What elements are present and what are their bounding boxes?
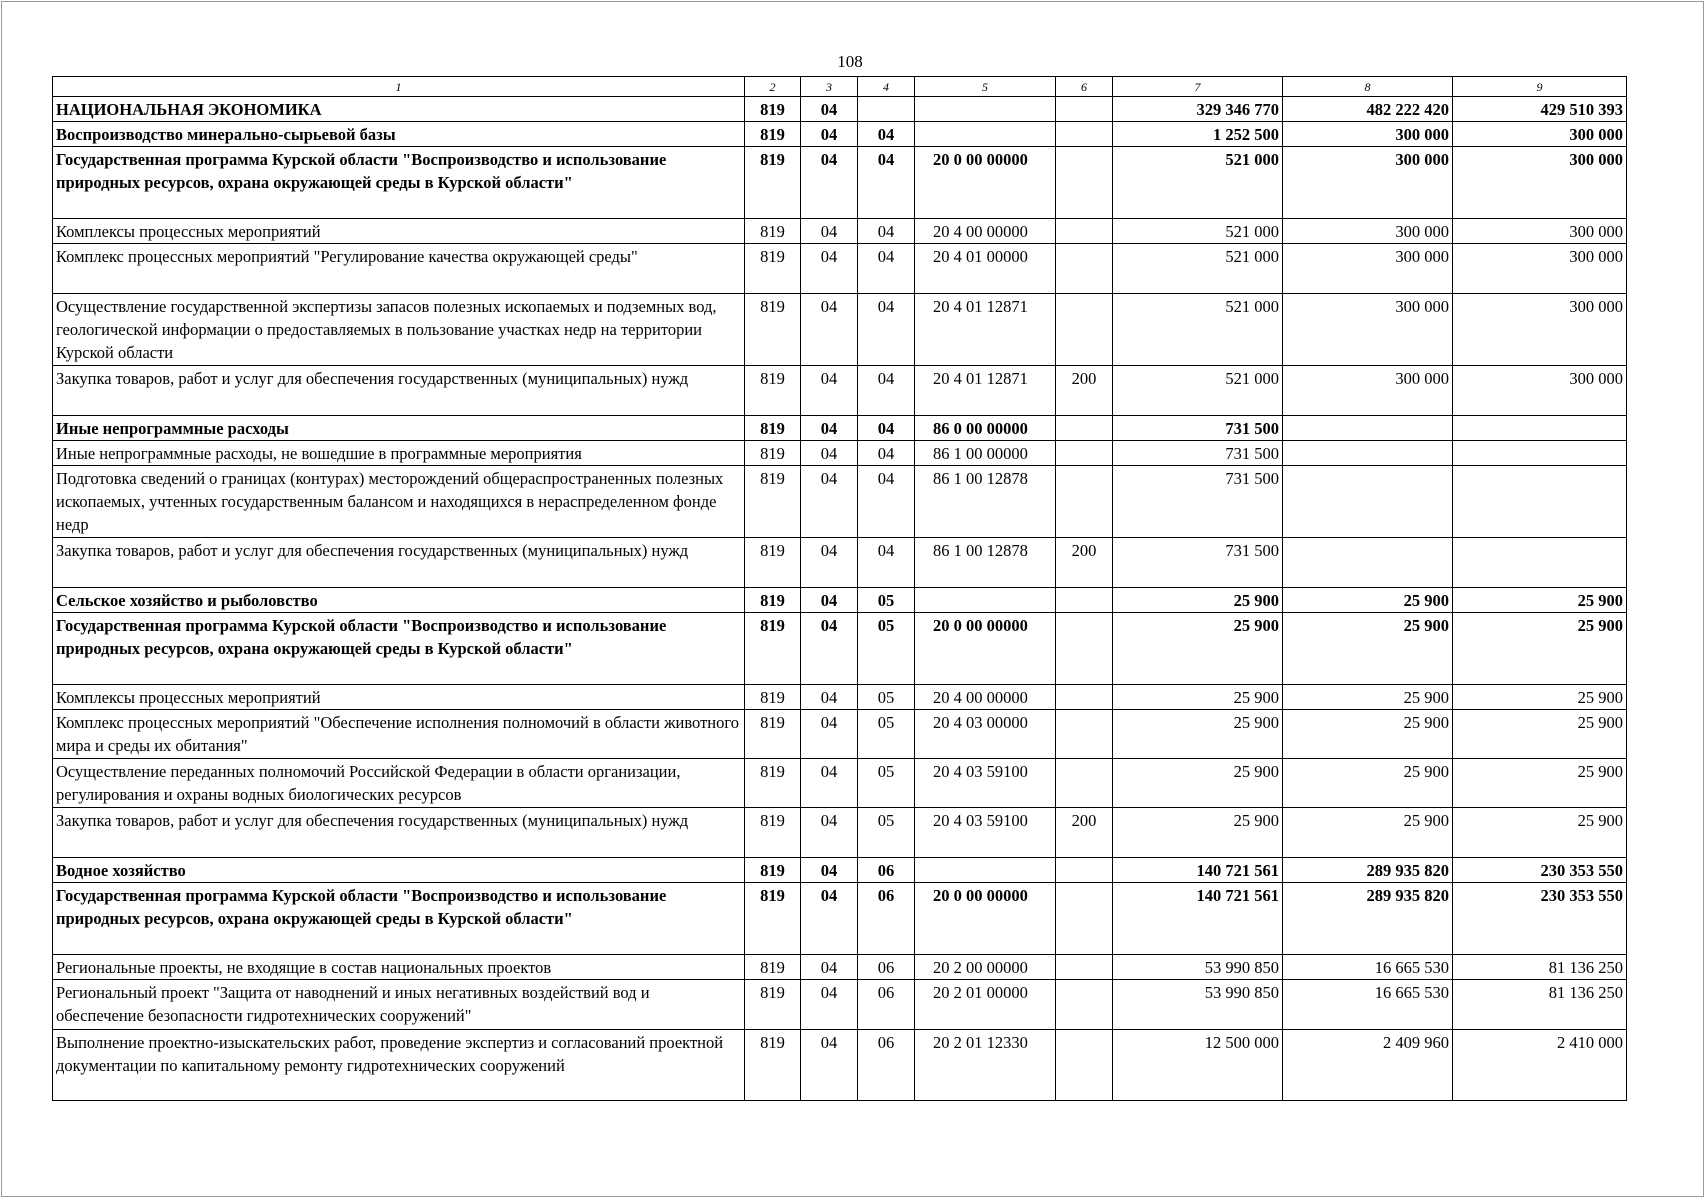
amount-col9-cell: 25 900 — [1453, 759, 1627, 808]
grbs-code-cell: 819 — [745, 1030, 801, 1101]
amount-col7-cell: 329 346 770 — [1113, 97, 1283, 122]
expense-type-cell: 200 — [1056, 808, 1113, 858]
target-article-cell: 20 4 00 00000 — [915, 219, 1056, 244]
section-code-cell: 04 — [801, 588, 858, 613]
amount-col8-cell: 25 900 — [1283, 710, 1453, 759]
amount-col7-cell: 731 500 — [1113, 441, 1283, 466]
grbs-code-cell: 819 — [745, 613, 801, 685]
grbs-code-cell: 819 — [745, 759, 801, 808]
row-name-cell: Иные непрограммные расходы — [53, 416, 745, 441]
row-name-cell: Комплекс процессных мероприятий "Обеспечение исполнения полномочий в области животного мира и среды их обитания" — [53, 710, 745, 759]
target-article-cell: 20 4 03 59100 — [915, 808, 1056, 858]
table-row — [53, 366, 1627, 416]
target-article-cell: 20 4 00 00000 — [915, 685, 1056, 710]
amount-col8-cell: 2 409 960 — [1283, 1030, 1453, 1101]
subsection-code-cell: 06 — [858, 980, 915, 1030]
grbs-code-cell: 819 — [745, 883, 801, 955]
amount-col9-cell: 300 000 — [1453, 122, 1627, 147]
column-header: 8 — [1283, 77, 1453, 97]
amount-col8-cell: 300 000 — [1283, 122, 1453, 147]
expense-type-cell — [1056, 97, 1113, 122]
section-code-cell: 04 — [801, 1030, 858, 1101]
subsection-code-cell: 05 — [858, 759, 915, 808]
amount-col7-cell: 140 721 561 — [1113, 883, 1283, 955]
amount-col9-cell — [1453, 416, 1627, 441]
expense-type-cell — [1056, 416, 1113, 441]
row-name-cell: Сельское хозяйство и рыболовство — [53, 588, 745, 613]
grbs-code-cell: 819 — [745, 808, 801, 858]
amount-col8-cell: 16 665 530 — [1283, 980, 1453, 1030]
expense-type-cell — [1056, 1030, 1113, 1101]
expense-type-cell: 200 — [1056, 366, 1113, 416]
section-code-cell: 04 — [801, 858, 858, 883]
amount-col7-cell: 25 900 — [1113, 710, 1283, 759]
grbs-code-cell: 819 — [745, 538, 801, 588]
page-number: 108 — [837, 52, 863, 71]
amount-col9-cell — [1453, 538, 1627, 588]
amount-col7-cell: 521 000 — [1113, 219, 1283, 244]
subsection-code-cell: 04 — [858, 294, 915, 366]
column-header: 7 — [1113, 77, 1283, 97]
expense-type-cell — [1056, 466, 1113, 538]
amount-col9-cell: 300 000 — [1453, 244, 1627, 294]
amount-col7-cell: 731 500 — [1113, 466, 1283, 538]
row-name-cell: Воспроизводство минерально-сырьевой базы — [53, 122, 745, 147]
table-row — [53, 759, 1627, 808]
section-code-cell: 04 — [801, 538, 858, 588]
section-code-cell: 04 — [801, 416, 858, 441]
grbs-code-cell: 819 — [745, 955, 801, 980]
table-row — [53, 538, 1627, 588]
table-row — [53, 244, 1627, 294]
amount-col7-cell: 12 500 000 — [1113, 1030, 1283, 1101]
amount-col9-cell: 300 000 — [1453, 294, 1627, 366]
section-code-cell: 04 — [801, 980, 858, 1030]
target-article-cell — [915, 122, 1056, 147]
table-row — [53, 858, 1627, 883]
target-article-cell — [915, 588, 1056, 613]
amount-col8-cell: 300 000 — [1283, 294, 1453, 366]
table-row — [53, 219, 1627, 244]
row-name-cell: Иные непрограммные расходы, не вошедшие в программные мероприятия — [53, 441, 745, 466]
row-name-cell: Комплексы процессных мероприятий — [53, 685, 745, 710]
budget-table — [52, 76, 1627, 1101]
expense-type-cell — [1056, 759, 1113, 808]
amount-col9-cell: 25 900 — [1453, 685, 1627, 710]
row-name-cell: Закупка товаров, работ и услуг для обеспечения государственных (муниципальных) нужд — [53, 808, 745, 858]
table-row — [53, 466, 1627, 538]
subsection-code-cell: 05 — [858, 588, 915, 613]
subsection-code-cell: 04 — [858, 538, 915, 588]
section-code-cell: 04 — [801, 466, 858, 538]
grbs-code-cell: 819 — [745, 858, 801, 883]
subsection-code-cell: 04 — [858, 219, 915, 244]
amount-col8-cell — [1283, 416, 1453, 441]
expense-type-cell — [1056, 244, 1113, 294]
row-name-cell: Подготовка сведений о границах (контурах) месторождений общераспространенных полезных ископаемых, учтенных государственным балансом и находящихся в нераспределенном фонде недр — [53, 466, 745, 538]
amount-col7-cell: 521 000 — [1113, 244, 1283, 294]
amount-col8-cell: 25 900 — [1283, 759, 1453, 808]
target-article-cell: 86 1 00 12878 — [915, 466, 1056, 538]
amount-col9-cell: 81 136 250 — [1453, 980, 1627, 1030]
expense-type-cell — [1056, 147, 1113, 219]
section-code-cell: 04 — [801, 808, 858, 858]
subsection-code-cell: 04 — [858, 122, 915, 147]
expense-type-cell — [1056, 588, 1113, 613]
grbs-code-cell: 819 — [745, 219, 801, 244]
target-article-cell: 20 2 00 00000 — [915, 955, 1056, 980]
amount-col8-cell: 16 665 530 — [1283, 955, 1453, 980]
subsection-code-cell: 04 — [858, 244, 915, 294]
section-code-cell: 04 — [801, 122, 858, 147]
table-row — [53, 710, 1627, 759]
expense-type-cell — [1056, 294, 1113, 366]
row-name-cell: Осуществление государственной экспертизы запасов полезных ископаемых и подземных вод, геологической информации о предоставляемых в пользование участках недр на территории Курской области — [53, 294, 745, 366]
amount-col8-cell: 25 900 — [1283, 808, 1453, 858]
target-article-cell: 86 1 00 12878 — [915, 538, 1056, 588]
amount-col7-cell: 731 500 — [1113, 538, 1283, 588]
amount-col7-cell: 521 000 — [1113, 294, 1283, 366]
table-row — [53, 1030, 1627, 1101]
target-article-cell: 20 4 03 00000 — [915, 710, 1056, 759]
amount-col9-cell: 81 136 250 — [1453, 955, 1627, 980]
column-header: 3 — [801, 77, 858, 97]
subsection-code-cell: 06 — [858, 955, 915, 980]
section-code-cell: 04 — [801, 883, 858, 955]
subsection-code-cell: 04 — [858, 366, 915, 416]
amount-col7-cell: 53 990 850 — [1113, 955, 1283, 980]
amount-col7-cell: 521 000 — [1113, 147, 1283, 219]
row-name-cell: Государственная программа Курской области "Воспроизводство и использование природных ресурсов, охрана окружающей среды в Курской области" — [53, 613, 745, 685]
row-name-cell: Комплекс процессных мероприятий "Регулирование качества окружающей среды" — [53, 244, 745, 294]
grbs-code-cell: 819 — [745, 588, 801, 613]
expense-type-cell — [1056, 219, 1113, 244]
subsection-code-cell — [858, 97, 915, 122]
subsection-code-cell: 06 — [858, 1030, 915, 1101]
amount-col7-cell: 25 900 — [1113, 588, 1283, 613]
table-row — [53, 416, 1627, 441]
section-code-cell: 04 — [801, 441, 858, 466]
grbs-code-cell: 819 — [745, 97, 801, 122]
target-article-cell: 86 0 00 00000 — [915, 416, 1056, 441]
amount-col9-cell: 25 900 — [1453, 808, 1627, 858]
target-article-cell: 20 4 03 59100 — [915, 759, 1056, 808]
section-code-cell: 04 — [801, 955, 858, 980]
subsection-code-cell: 04 — [858, 441, 915, 466]
grbs-code-cell: 819 — [745, 416, 801, 441]
target-article-cell: 20 0 00 00000 — [915, 147, 1056, 219]
amount-col9-cell: 300 000 — [1453, 219, 1627, 244]
amount-col8-cell: 482 222 420 — [1283, 97, 1453, 122]
row-name-cell: НАЦИОНАЛЬНАЯ ЭКОНОМИКА — [53, 97, 745, 122]
section-code-cell: 04 — [801, 710, 858, 759]
row-name-cell: Закупка товаров, работ и услуг для обеспечения государственных (муниципальных) нужд — [53, 366, 745, 416]
expense-type-cell — [1056, 955, 1113, 980]
table-row — [53, 147, 1627, 219]
subsection-code-cell: 05 — [858, 685, 915, 710]
amount-col7-cell: 731 500 — [1113, 416, 1283, 441]
row-name-cell: Осуществление переданных полномочий Российской Федерации в области организации, регулирования и охраны водных биологических ресурсов — [53, 759, 745, 808]
amount-col7-cell: 53 990 850 — [1113, 980, 1283, 1030]
expense-type-cell: 200 — [1056, 538, 1113, 588]
amount-col7-cell: 25 900 — [1113, 685, 1283, 710]
section-code-cell: 04 — [801, 244, 858, 294]
amount-col8-cell: 25 900 — [1283, 588, 1453, 613]
expense-type-cell — [1056, 710, 1113, 759]
subsection-code-cell: 06 — [858, 883, 915, 955]
table-row — [53, 97, 1627, 122]
grbs-code-cell: 819 — [745, 244, 801, 294]
table-row — [53, 955, 1627, 980]
expense-type-cell — [1056, 685, 1113, 710]
row-name-cell: Государственная программа Курской области "Воспроизводство и использование природных ресурсов, охрана окружающей среды в Курской области" — [53, 147, 745, 219]
target-article-cell — [915, 858, 1056, 883]
amount-col9-cell: 25 900 — [1453, 710, 1627, 759]
section-code-cell: 04 — [801, 294, 858, 366]
subsection-code-cell: 04 — [858, 147, 915, 219]
section-code-cell: 04 — [801, 613, 858, 685]
target-article-cell: 20 0 00 00000 — [915, 613, 1056, 685]
table-row — [53, 613, 1627, 685]
amount-col8-cell: 300 000 — [1283, 147, 1453, 219]
table-row — [53, 808, 1627, 858]
amount-col9-cell: 2 410 000 — [1453, 1030, 1627, 1101]
amount-col9-cell — [1453, 466, 1627, 538]
table-row — [53, 588, 1627, 613]
section-code-cell: 04 — [801, 366, 858, 416]
row-name-cell: Выполнение проектно-изыскательских работ, проведение экспертиз и согласований проектной документации по капитальному ремонту гидротехнических сооружений — [53, 1030, 745, 1101]
row-name-cell: Региональные проекты, не входящие в состав национальных проектов — [53, 955, 745, 980]
target-article-cell: 20 4 01 12871 — [915, 366, 1056, 416]
expense-type-cell — [1056, 122, 1113, 147]
target-article-cell: 86 1 00 00000 — [915, 441, 1056, 466]
target-article-cell — [915, 97, 1056, 122]
row-name-cell: Закупка товаров, работ и услуг для обеспечения государственных (муниципальных) нужд — [53, 538, 745, 588]
column-header: 1 — [53, 77, 745, 97]
table-body — [53, 77, 1627, 1101]
subsection-code-cell: 06 — [858, 858, 915, 883]
amount-col9-cell: 25 900 — [1453, 588, 1627, 613]
subsection-code-cell: 04 — [858, 416, 915, 441]
column-header: 9 — [1453, 77, 1627, 97]
grbs-code-cell: 819 — [745, 147, 801, 219]
subsection-code-cell: 04 — [858, 466, 915, 538]
amount-col7-cell: 521 000 — [1113, 366, 1283, 416]
amount-col9-cell: 25 900 — [1453, 613, 1627, 685]
table-row — [53, 883, 1627, 955]
subsection-code-cell: 05 — [858, 710, 915, 759]
table-row — [53, 294, 1627, 366]
grbs-code-cell: 819 — [745, 466, 801, 538]
amount-col9-cell: 429 510 393 — [1453, 97, 1627, 122]
table-row — [53, 441, 1627, 466]
amount-col7-cell: 140 721 561 — [1113, 858, 1283, 883]
target-article-cell: 20 2 01 12330 — [915, 1030, 1056, 1101]
table-row — [53, 122, 1627, 147]
section-code-cell: 04 — [801, 147, 858, 219]
target-article-cell: 20 4 01 00000 — [915, 244, 1056, 294]
target-article-cell: 20 4 01 12871 — [915, 294, 1056, 366]
target-article-cell: 20 2 01 00000 — [915, 980, 1056, 1030]
amount-col8-cell: 300 000 — [1283, 219, 1453, 244]
header-row — [53, 77, 1627, 97]
amount-col9-cell: 300 000 — [1453, 366, 1627, 416]
target-article-cell: 20 0 00 00000 — [915, 883, 1056, 955]
grbs-code-cell: 819 — [745, 366, 801, 416]
row-name-cell: Водное хозяйство — [53, 858, 745, 883]
amount-col9-cell: 230 353 550 — [1453, 883, 1627, 955]
row-name-cell: Комплексы процессных мероприятий — [53, 219, 745, 244]
amount-col8-cell — [1283, 538, 1453, 588]
amount-col7-cell: 25 900 — [1113, 759, 1283, 808]
amount-col8-cell: 25 900 — [1283, 613, 1453, 685]
amount-col7-cell: 25 900 — [1113, 808, 1283, 858]
column-header: 5 — [915, 77, 1056, 97]
amount-col8-cell: 300 000 — [1283, 244, 1453, 294]
grbs-code-cell: 819 — [745, 710, 801, 759]
section-code-cell: 04 — [801, 759, 858, 808]
amount-col8-cell — [1283, 466, 1453, 538]
amount-col7-cell: 25 900 — [1113, 613, 1283, 685]
row-name-cell: Государственная программа Курской области "Воспроизводство и использование природных ресурсов, охрана окружающей среды в Курской области" — [53, 883, 745, 955]
expense-type-cell — [1056, 980, 1113, 1030]
amount-col8-cell — [1283, 441, 1453, 466]
grbs-code-cell: 819 — [745, 122, 801, 147]
table-row — [53, 980, 1627, 1030]
column-header: 4 — [858, 77, 915, 97]
table-row — [53, 685, 1627, 710]
column-header: 6 — [1056, 77, 1113, 97]
amount-col9-cell: 300 000 — [1453, 147, 1627, 219]
grbs-code-cell: 819 — [745, 685, 801, 710]
amount-col8-cell: 300 000 — [1283, 366, 1453, 416]
amount-col8-cell: 25 900 — [1283, 685, 1453, 710]
grbs-code-cell: 819 — [745, 441, 801, 466]
section-code-cell: 04 — [801, 219, 858, 244]
expense-type-cell — [1056, 613, 1113, 685]
grbs-code-cell: 819 — [745, 294, 801, 366]
amount-col9-cell: 230 353 550 — [1453, 858, 1627, 883]
amount-col8-cell: 289 935 820 — [1283, 858, 1453, 883]
row-name-cell: Региональный проект "Защита от наводнений и иных негативных воздействий вод и обеспечение безопасности гидротехнических сооружений" — [53, 980, 745, 1030]
column-header: 2 — [745, 77, 801, 97]
grbs-code-cell: 819 — [745, 980, 801, 1030]
subsection-code-cell: 05 — [858, 808, 915, 858]
subsection-code-cell: 05 — [858, 613, 915, 685]
section-code-cell: 04 — [801, 97, 858, 122]
expense-type-cell — [1056, 441, 1113, 466]
section-code-cell: 04 — [801, 685, 858, 710]
expense-type-cell — [1056, 883, 1113, 955]
amount-col9-cell — [1453, 441, 1627, 466]
amount-col7-cell: 1 252 500 — [1113, 122, 1283, 147]
expense-type-cell — [1056, 858, 1113, 883]
amount-col8-cell: 289 935 820 — [1283, 883, 1453, 955]
